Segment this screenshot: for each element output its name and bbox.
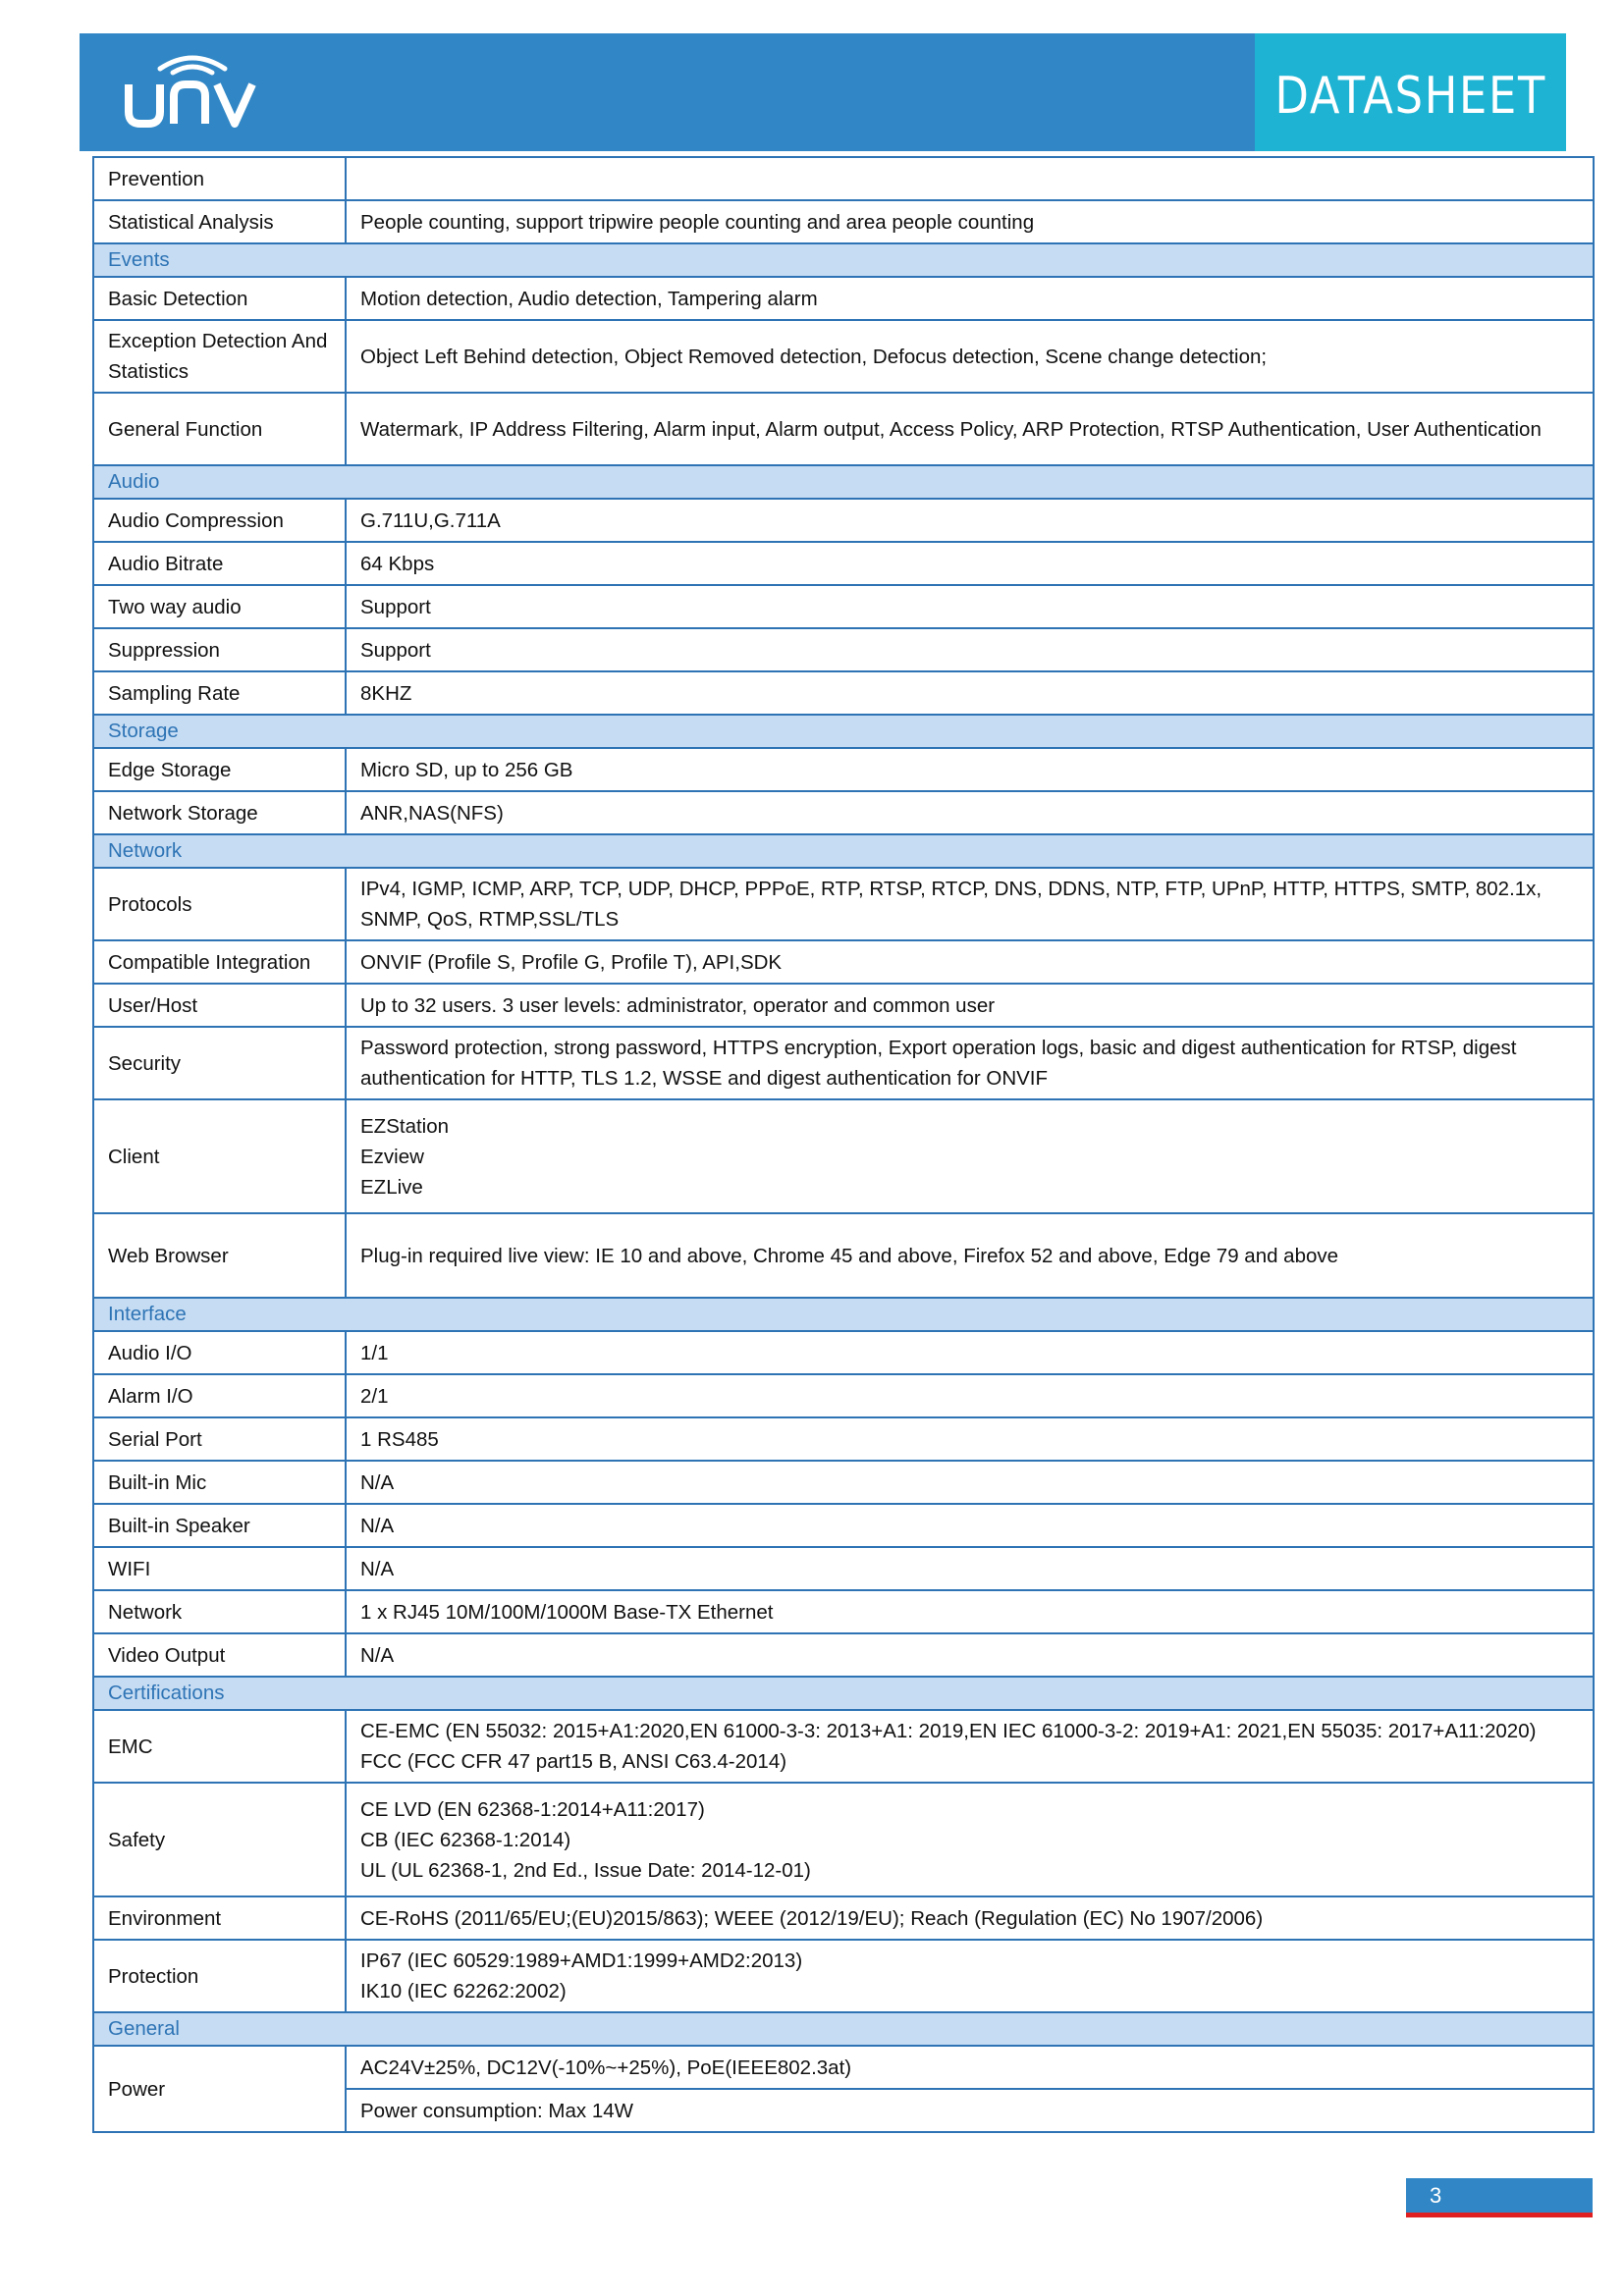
spec-label: Sampling Rate — [93, 671, 346, 715]
spec-label: Prevention — [93, 157, 346, 200]
spec-value-line: IK10 (IEC 62262:2002) — [360, 1980, 567, 2002]
spec-row — [93, 1547, 1594, 1590]
spec-value: Password protection, strong password, HTTPS encryption, Export operation logs, basic and digest authentication for RTSP, digest authentication for HTTP, TLS 1.2, WSSE and digest authentication for ONVIF — [346, 1027, 1594, 1099]
spec-label: Serial Port — [93, 1417, 346, 1461]
spec-label: Audio I/O — [93, 1331, 346, 1374]
spec-label: WIFI — [93, 1547, 346, 1590]
spec-row — [93, 1896, 1594, 1940]
spec-value: N/A — [346, 1461, 1594, 1504]
section-header — [93, 715, 1594, 748]
spec-row — [93, 1783, 1594, 1896]
spec-value: CE-RoHS (2011/65/EU;(EU)2015/863); WEEE (2012/19/EU); Reach (Regulation (EC) No 1907/2006) — [346, 1896, 1594, 1940]
spec-label: Security — [93, 1027, 346, 1099]
spec-value-line: CE-EMC (EN 55032: 2015+A1:2020,EN 61000-3-3: 2013+A1: 2019,EN IEC 61000-3-2: 2019+A1: 2021,EN 55035: 2017+A11:2020) — [360, 1720, 1537, 1742]
spec-row — [93, 748, 1594, 791]
datasheet-title-box — [1255, 33, 1566, 151]
spec-label: Audio Compression — [93, 499, 346, 542]
spec-row — [93, 1590, 1594, 1633]
section-title: Events — [93, 243, 1594, 277]
spec-row — [93, 940, 1594, 984]
spec-row — [93, 1417, 1594, 1461]
spec-value: People counting, support tripwire people counting and area people counting — [346, 200, 1594, 243]
spec-value: Power consumption: Max 14W — [346, 2089, 1594, 2132]
spec-value — [346, 157, 1594, 200]
spec-label: Safety — [93, 1783, 346, 1896]
spec-value: ANR,NAS(NFS) — [346, 791, 1594, 834]
spec-value — [346, 1099, 1594, 1213]
spec-value: Support — [346, 628, 1594, 671]
spec-value-line: UL (UL 62368-1, 2nd Ed., Issue Date: 2014-12-01) — [360, 1858, 811, 1882]
section-header — [93, 2012, 1594, 2046]
section-header — [93, 1677, 1594, 1710]
spec-value: G.711U,G.711A — [346, 499, 1594, 542]
spec-table — [92, 156, 1595, 2133]
spec-value: Motion detection, Audio detection, Tampering alarm — [346, 277, 1594, 320]
section-header — [93, 465, 1594, 499]
spec-label: Network Storage — [93, 791, 346, 834]
spec-row — [93, 1461, 1594, 1504]
spec-label: Edge Storage — [93, 748, 346, 791]
spec-value: 8KHZ — [346, 671, 1594, 715]
section-title: Certifications — [93, 1677, 1594, 1710]
spec-value: N/A — [346, 1504, 1594, 1547]
spec-value: 1 RS485 — [346, 1417, 1594, 1461]
spec-label: Compatible Integration — [93, 940, 346, 984]
spec-row — [93, 1099, 1594, 1213]
spec-label: Environment — [93, 1896, 346, 1940]
spec-label: Exception Detection And Statistics — [93, 320, 346, 393]
spec-value: Micro SD, up to 256 GB — [346, 748, 1594, 791]
unv-logo — [119, 43, 266, 141]
spec-row — [93, 393, 1594, 465]
section-title: Interface — [93, 1298, 1594, 1331]
spec-value-line: FCC (FCC CFR 47 part15 B, ANSI C63.4-2014) — [360, 1750, 787, 1773]
spec-value: Plug-in required live view: IE 10 and above, Chrome 45 and above, Firefox 52 and above, Edge 79 and above — [346, 1213, 1594, 1298]
spec-row — [93, 200, 1594, 243]
spec-row — [93, 1633, 1594, 1677]
spec-label: Protection — [93, 1940, 346, 2012]
section-header — [93, 243, 1594, 277]
spec-label: Alarm I/O — [93, 1374, 346, 1417]
spec-value: N/A — [346, 1547, 1594, 1590]
spec-row — [93, 984, 1594, 1027]
spec-row — [93, 1940, 1594, 2012]
spec-value — [346, 1710, 1594, 1783]
spec-value-line: EZStation — [360, 1114, 450, 1138]
page-number: 3 — [1406, 2178, 1593, 2217]
spec-value: 1 x RJ45 10M/100M/1000M Base-TX Ethernet — [346, 1590, 1594, 1633]
spec-value — [346, 1940, 1594, 2012]
spec-value: N/A — [346, 1633, 1594, 1677]
spec-label: Protocols — [93, 868, 346, 940]
spec-row — [93, 1710, 1594, 1783]
spec-row — [93, 157, 1594, 200]
spec-value: 64 Kbps — [346, 542, 1594, 585]
section-title: Storage — [93, 715, 1594, 748]
spec-label: Statistical Analysis — [93, 200, 346, 243]
section-title: Network — [93, 834, 1594, 868]
spec-row — [93, 320, 1594, 393]
spec-value: IPv4, IGMP, ICMP, ARP, TCP, UDP, DHCP, PPPoE, RTP, RTSP, RTCP, DNS, DDNS, NTP, FTP, UPnP, HTTP, HTTPS, SMTP, 802.1x, SNMP, QoS, RTMP,SSL/TLS — [346, 868, 1594, 940]
spec-label: EMC — [93, 1710, 346, 1783]
spec-value: Support — [346, 585, 1594, 628]
section-header — [93, 834, 1594, 868]
spec-value: Watermark, IP Address Filtering, Alarm input, Alarm output, Access Policy, ARP Protection, RTSP Authentication, User Authentication — [346, 393, 1594, 465]
spec-value: ONVIF (Profile S, Profile G, Profile T), API,SDK — [346, 940, 1594, 984]
section-title: General — [93, 2012, 1594, 2046]
spec-value-line: CB (IEC 62368-1:2014) — [360, 1828, 571, 1851]
spec-label: Built-in Speaker — [93, 1504, 346, 1547]
spec-row — [93, 1027, 1594, 1099]
spec-value: 1/1 — [346, 1331, 1594, 1374]
spec-row — [93, 1331, 1594, 1374]
spec-label: Audio Bitrate — [93, 542, 346, 585]
spec-row — [93, 1213, 1594, 1298]
spec-value-line: CE LVD (EN 62368-1:2014+A11:2017) — [360, 1797, 705, 1821]
spec-row — [93, 499, 1594, 542]
spec-row — [93, 671, 1594, 715]
spec-label: Web Browser — [93, 1213, 346, 1298]
spec-label: Two way audio — [93, 585, 346, 628]
spec-value-line: EZLive — [360, 1175, 423, 1199]
spec-value-line: Ezview — [360, 1145, 424, 1168]
spec-row — [93, 1374, 1594, 1417]
spec-value: Object Left Behind detection, Object Removed detection, Defocus detection, Scene change detection; — [346, 320, 1594, 393]
spec-value: 2/1 — [346, 1374, 1594, 1417]
spec-label: Video Output — [93, 1633, 346, 1677]
spec-value: Up to 32 users. 3 user levels: administrator, operator and common user — [346, 984, 1594, 1027]
spec-label: Basic Detection — [93, 277, 346, 320]
spec-value-line: IP67 (IEC 60529:1989+AMD1:1999+AMD2:2013) — [360, 1949, 803, 1972]
spec-row — [93, 277, 1594, 320]
spec-row — [93, 791, 1594, 834]
section-title: Audio — [93, 465, 1594, 499]
spec-label: User/Host — [93, 984, 346, 1027]
spec-row — [93, 542, 1594, 585]
spec-label: Built-in Mic — [93, 1461, 346, 1504]
spec-row — [93, 585, 1594, 628]
spec-row — [93, 2046, 1594, 2089]
spec-label: Suppression — [93, 628, 346, 671]
spec-label: General Function — [93, 393, 346, 465]
spec-row — [93, 628, 1594, 671]
datasheet-title: DATASHEET — [1274, 67, 1546, 126]
spec-value: AC24V±25%, DC12V(-10%~+25%), PoE(IEEE802.3at) — [346, 2046, 1594, 2089]
spec-label: Network — [93, 1590, 346, 1633]
spec-row — [93, 1504, 1594, 1547]
spec-label: Client — [93, 1099, 346, 1213]
spec-row — [93, 868, 1594, 940]
spec-value — [346, 1783, 1594, 1896]
spec-label: Power — [93, 2046, 346, 2132]
page-header — [80, 33, 1566, 151]
section-header — [93, 1298, 1594, 1331]
